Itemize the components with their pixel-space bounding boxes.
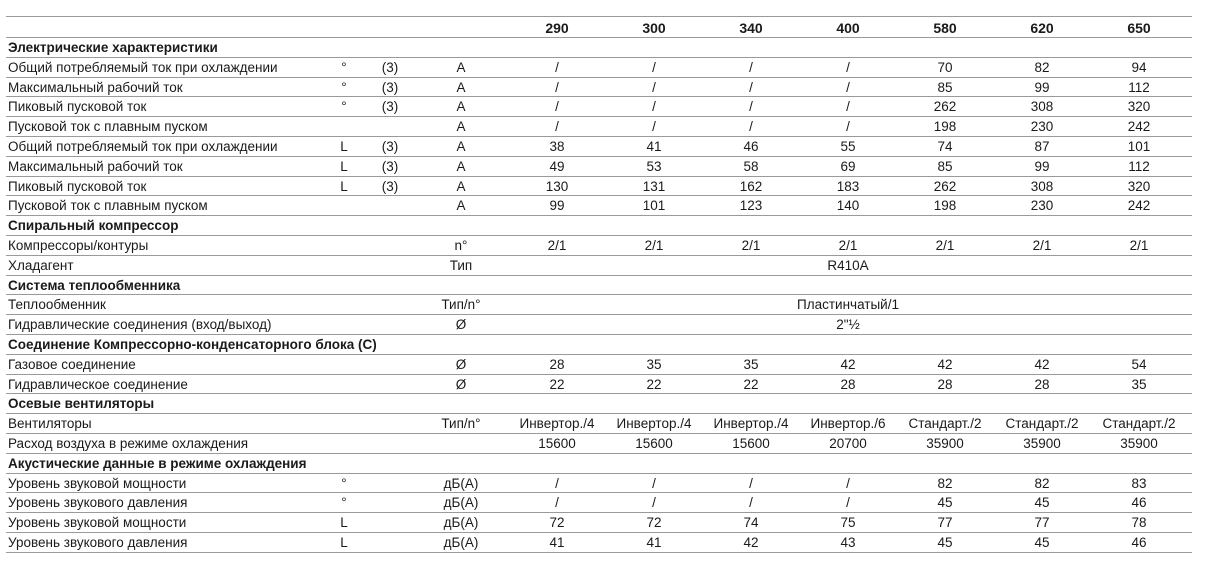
unit-cell: A [456, 119, 466, 135]
table-body [6, 38, 1192, 553]
value-cell: 2/1 [838, 237, 858, 253]
value-cell: 72 [646, 515, 662, 531]
value-cell: 87 [1034, 138, 1050, 154]
section-header [6, 216, 1192, 236]
value-cell: 53 [646, 158, 662, 174]
value-cell: / [555, 475, 559, 491]
table-row [6, 58, 1192, 78]
value-cell: 35 [646, 356, 662, 372]
row-label: Компрессоры/контуры [8, 237, 149, 253]
value-cell: 45 [1034, 495, 1050, 511]
table-row [6, 177, 1192, 197]
value-cell: 54 [1131, 356, 1147, 372]
unit-cell: Ø [455, 317, 467, 333]
section-header [6, 454, 1192, 474]
table-row [6, 434, 1192, 454]
value-cell: 46 [1131, 534, 1147, 550]
section-header [6, 394, 1192, 414]
value-cell: 58 [743, 158, 759, 174]
value-cell: 42 [743, 534, 759, 550]
value-cell: 35900 [1120, 435, 1158, 451]
value-cell: 28 [549, 356, 565, 372]
value-cell: / [555, 99, 559, 115]
value-cell: 140 [836, 198, 860, 214]
row-label: Уровень звукового давления [8, 534, 188, 550]
value-cell: 83 [1131, 475, 1147, 491]
column-header-row [6, 16, 1192, 38]
unit-cell: n° [454, 237, 468, 253]
value-cell: Инвертор./6 [810, 416, 886, 432]
value-cell: 78 [1131, 515, 1147, 531]
row-label: Уровень звуковой мощности [8, 515, 187, 531]
value-cell: 35900 [1023, 435, 1061, 451]
table-row [6, 533, 1192, 553]
value-cell: Инвертор./4 [519, 416, 595, 432]
value-cell: 69 [840, 158, 856, 174]
value-cell: / [749, 119, 753, 135]
model-marker: ° [341, 495, 347, 511]
column-header: 620 [1030, 20, 1054, 36]
section-header [6, 38, 1192, 58]
value-cell: 2/1 [1032, 237, 1052, 253]
value-cell: 2/1 [935, 237, 955, 253]
value-cell: 308 [1030, 99, 1054, 115]
table-row [6, 295, 1192, 315]
model-marker: L [340, 534, 348, 550]
value-cell: 38 [549, 138, 565, 154]
value-cell: 112 [1128, 158, 1150, 174]
value-cell: 262 [933, 99, 957, 115]
value-cell: 46 [1131, 495, 1147, 511]
value-cell: 320 [1127, 178, 1151, 194]
value-cell: 20700 [829, 435, 867, 451]
table-row [6, 196, 1192, 216]
unit-cell: A [456, 79, 466, 95]
value-cell: 41 [646, 138, 662, 154]
value-cell: 43 [840, 534, 856, 550]
value-cell: / [749, 59, 753, 75]
model-marker: L [340, 178, 348, 194]
unit-cell: дБ(A) [443, 515, 479, 531]
unit-cell: Тип/n° [441, 297, 481, 313]
note-ref: (3) [381, 59, 399, 75]
row-label: Хладагент [8, 257, 74, 273]
value-cell: / [652, 59, 656, 75]
value-cell: 2/1 [547, 237, 567, 253]
section-title: Осевые вентиляторы [8, 396, 155, 412]
value-cell: 46 [743, 138, 759, 154]
value-cell: 42 [937, 356, 953, 372]
value-cell: 22 [646, 376, 662, 392]
row-label: Уровень звукового давления [8, 495, 188, 511]
unit-cell: Тип [449, 257, 473, 273]
model-marker: L [340, 515, 348, 531]
value-cell: 101 [642, 198, 666, 214]
row-label: Пусковой ток с плавным пуском [8, 198, 208, 214]
value-cell: 99 [1034, 79, 1050, 95]
row-label: Расход воздуха в режиме охлаждения [8, 435, 249, 451]
value-cell: 230 [1030, 119, 1054, 135]
unit-cell: дБ(A) [443, 534, 479, 550]
value-cell: / [652, 495, 656, 511]
unit-cell: A [456, 198, 466, 214]
value-cell: 72 [549, 515, 565, 531]
unit-cell: дБ(A) [443, 475, 479, 491]
table-row [6, 236, 1192, 256]
value-cell: / [749, 79, 753, 95]
row-label: Общий потребляемый ток при охлаждении [8, 59, 278, 75]
value-cell: / [652, 119, 656, 135]
value-cell: Стандарт./2 [1005, 416, 1079, 432]
table-row [6, 493, 1192, 513]
value-cell: 42 [840, 356, 856, 372]
model-marker: ° [341, 99, 347, 115]
value-cell: / [846, 59, 850, 75]
model-marker: L [340, 158, 348, 174]
value-cell: 123 [739, 198, 763, 214]
table-row [6, 117, 1192, 137]
value-cell: 94 [1131, 59, 1147, 75]
column-header: 580 [933, 20, 957, 36]
column-header: 400 [836, 20, 860, 36]
section-title: Система теплообменника [8, 277, 181, 293]
value-cell: / [846, 119, 850, 135]
spec-table [6, 16, 1192, 553]
model-marker: ° [341, 475, 347, 491]
note-ref: (3) [381, 138, 399, 154]
value-cell: 82 [1034, 59, 1050, 75]
model-marker: ° [341, 59, 347, 75]
table-row [6, 137, 1192, 157]
value-cell: 85 [937, 79, 953, 95]
value-cell: 49 [549, 158, 565, 174]
value-cell: Инвертор./4 [713, 416, 789, 432]
value-cell: 99 [549, 198, 565, 214]
value-cell: 2/1 [1129, 237, 1149, 253]
value-cell: 82 [937, 475, 953, 491]
row-label: Пусковой ток с плавным пуском [8, 119, 208, 135]
section-title: Соединение Компрессорно-конденсаторного блока (C) [8, 336, 377, 352]
table-row [6, 414, 1192, 434]
value-cell: 41 [646, 534, 662, 550]
value-cell: 162 [739, 178, 763, 194]
unit-cell: дБ(A) [443, 495, 479, 511]
unit-cell: Ø [455, 376, 467, 392]
value-cell: 77 [937, 515, 953, 531]
value-cell: 35 [1131, 376, 1147, 392]
row-label: Пиковый пусковой ток [8, 99, 147, 115]
value-cell: 308 [1030, 178, 1054, 194]
value-cell: / [846, 495, 850, 511]
value-cell: 242 [1127, 119, 1151, 135]
value-cell: / [749, 495, 753, 511]
note-ref: (3) [381, 99, 399, 115]
value-cell: 99 [1034, 158, 1050, 174]
unit-cell: A [456, 138, 466, 154]
value-cell: 22 [549, 376, 565, 392]
row-label: Теплообменник [8, 297, 106, 313]
section-header [6, 335, 1192, 355]
value-cell: / [555, 59, 559, 75]
merged-value-cell: 2"½ [836, 317, 860, 333]
value-cell: 28 [937, 376, 953, 392]
section-title: Спиральный компрессор [8, 218, 179, 234]
value-cell: 42 [1034, 356, 1050, 372]
value-cell: 28 [1034, 376, 1050, 392]
row-label: Газовое соединение [8, 356, 136, 372]
value-cell: / [555, 495, 559, 511]
row-label: Уровень звуковой мощности [8, 475, 187, 491]
value-cell: / [652, 475, 656, 491]
value-cell: 130 [545, 178, 569, 194]
note-ref: (3) [381, 79, 399, 95]
value-cell: / [846, 99, 850, 115]
value-cell: 22 [743, 376, 759, 392]
row-label: Гидравлические соединения (вход/выход) [8, 317, 272, 333]
value-cell: 77 [1034, 515, 1050, 531]
value-cell: 242 [1127, 198, 1151, 214]
value-cell: 198 [933, 198, 957, 214]
table-row [6, 157, 1192, 177]
value-cell: 262 [933, 178, 957, 194]
table-row [6, 97, 1192, 117]
value-cell: / [555, 119, 559, 135]
value-cell: 41 [549, 534, 565, 550]
section-header [6, 276, 1192, 296]
value-cell: 2/1 [644, 237, 664, 253]
value-cell: 82 [1034, 475, 1050, 491]
column-header: 340 [739, 20, 763, 36]
table-row [6, 256, 1192, 276]
model-marker: ° [341, 79, 347, 95]
value-cell: 85 [937, 158, 953, 174]
table-row [6, 375, 1192, 395]
column-header: 290 [545, 20, 569, 36]
value-cell: / [846, 475, 850, 491]
value-cell: 131 [642, 178, 666, 194]
table-row [6, 315, 1192, 335]
value-cell: 15600 [732, 435, 770, 451]
value-cell: / [846, 79, 850, 95]
value-cell: 75 [840, 515, 856, 531]
value-cell: 112 [1128, 79, 1150, 95]
table-row [6, 355, 1192, 375]
value-cell: 45 [1034, 534, 1050, 550]
value-cell: / [749, 99, 753, 115]
value-cell: 15600 [635, 435, 673, 451]
value-cell: 45 [937, 534, 953, 550]
value-cell: / [555, 79, 559, 95]
value-cell: Стандарт./2 [908, 416, 982, 432]
row-label: Пиковый пусковой ток [8, 178, 147, 194]
unit-cell: A [456, 178, 466, 194]
value-cell: 183 [836, 178, 860, 194]
value-cell: / [652, 79, 656, 95]
value-cell: 35900 [926, 435, 964, 451]
value-cell: 2/1 [741, 237, 761, 253]
value-cell: 198 [933, 119, 957, 135]
value-cell: / [652, 99, 656, 115]
value-cell: 230 [1030, 198, 1054, 214]
value-cell: 28 [840, 376, 856, 392]
note-ref: (3) [381, 178, 399, 194]
row-label: Максимальный рабочий ток [8, 79, 183, 95]
value-cell: 101 [1127, 138, 1151, 154]
table-row [6, 78, 1192, 98]
row-label: Гидравлическое соединение [8, 376, 188, 392]
column-header: 650 [1127, 20, 1151, 36]
model-marker: L [340, 138, 348, 154]
value-cell: 45 [937, 495, 953, 511]
unit-cell: A [456, 99, 466, 115]
value-cell: 74 [743, 515, 759, 531]
unit-cell: Тип/n° [441, 416, 481, 432]
value-cell: Стандарт./2 [1102, 416, 1176, 432]
value-cell: Инвертор./4 [616, 416, 692, 432]
row-label: Максимальный рабочий ток [8, 158, 183, 174]
value-cell: 320 [1127, 99, 1151, 115]
table-row [6, 513, 1192, 533]
value-cell: 55 [840, 138, 856, 154]
value-cell: 70 [937, 59, 953, 75]
section-title: Электрические характеристики [8, 40, 218, 55]
section-title: Акустические данные в режиме охлаждения [8, 455, 307, 471]
value-cell: / [749, 475, 753, 491]
merged-value-cell: Пластинчатый/1 [797, 297, 899, 313]
table-row [6, 474, 1192, 494]
unit-cell: Ø [455, 356, 467, 372]
row-label: Общий потребляемый ток при охлаждении [8, 138, 278, 154]
merged-value-cell: R410A [827, 257, 869, 273]
value-cell: 35 [743, 356, 759, 372]
column-header: 300 [642, 20, 666, 36]
row-label: Вентиляторы [8, 416, 92, 432]
unit-cell: A [456, 59, 466, 75]
value-cell: 15600 [538, 435, 576, 451]
note-ref: (3) [381, 158, 399, 174]
unit-cell: A [456, 158, 466, 174]
value-cell: 74 [937, 138, 953, 154]
